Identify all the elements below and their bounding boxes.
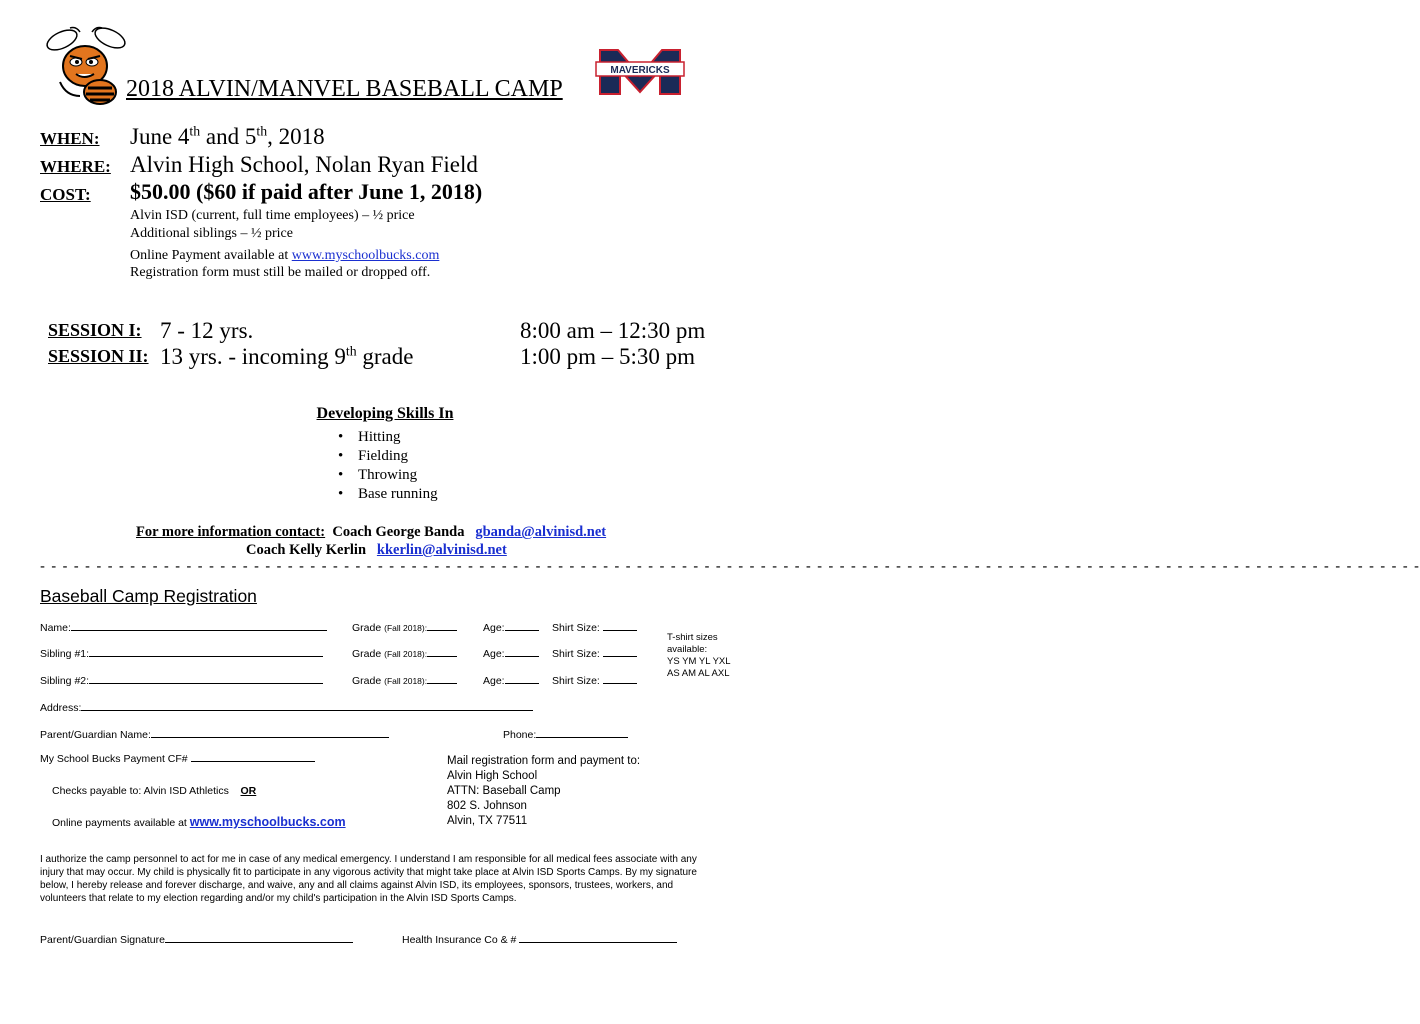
parent-name-field[interactable]: Parent/Guardian Name: [40,727,389,741]
online-payments-text: Online payments available at www.myschoolbucks.com [52,815,346,829]
when-value: June 4th and 5th, 2018 [130,123,325,149]
mavericks-logo [596,46,684,98]
coach-1-name: Coach George Banda [332,524,465,540]
age-field[interactable]: Age: [483,620,539,634]
yellowjacket-logo [40,26,130,108]
mail-note: Registration form must still be mailed or dropped off. [130,265,431,280]
cost-label: COST: [40,185,91,204]
list-item: • Fielding [338,448,409,464]
coach-2-name: Coach Kelly Kerlin [246,542,367,558]
grade-field[interactable]: Grade (Fall 2018): [352,620,457,634]
session-1-ages: 7 - 12 yrs. [160,318,254,343]
session-1-label: SESSION I: [48,320,142,340]
checks-payable-text: Checks payable to: Alvin ISD Athletics OR [52,785,257,797]
list-item: • Base running [338,486,438,502]
sibling-1-grade-field[interactable]: Grade (Fall 2018): [352,646,457,660]
online-payment-note: Online Payment available at www.myschoolbucks.com [130,248,440,263]
session-2-label: SESSION II: [48,346,149,366]
phone-field[interactable]: Phone: [503,727,628,741]
sibling-1-field[interactable]: Sibling #1: [40,646,323,660]
myschoolbucks-link[interactable]: www.myschoolbucks.com [291,248,440,263]
skills-title: Developing Skills In [316,405,454,422]
where-value: Alvin High School, Nolan Ryan Field [130,152,478,177]
page-title: 2018 ALVIN/MANVEL BASEBALL CAMP [126,76,563,102]
list-item: • Hitting [338,429,401,445]
sibling-2-age-field[interactable]: Age: [483,673,539,687]
session-1-time: 8:00 am – 12:30 pm [520,318,706,343]
address-field[interactable]: Address: [40,700,533,714]
or-label: OR [240,785,257,797]
coach-1-email-link[interactable]: gbanda@alvinisd.net [475,524,607,540]
coach-2-email-link[interactable]: kkerlin@alvinisd.net [376,542,507,558]
payment-cf-field[interactable]: My School Bucks Payment CF# [40,751,315,765]
sibling-1-age-field[interactable]: Age: [483,646,539,660]
myschoolbucks-link-2[interactable]: www.myschoolbucks.com [189,815,346,829]
when-label: WHEN: [40,129,100,148]
tshirt-sizes-note: T-shirt sizes available: YS YM YL YXL AS AM AL AXL [667,632,731,679]
contact-line-1 [136,524,606,541]
insurance-field[interactable]: Health Insurance Co & # [402,932,677,946]
session-2-time: 1:00 pm – 5:30 pm [520,344,696,369]
sibling-1-shirt-field[interactable]: Shirt Size: [552,646,637,660]
sibling-2-shirt-field[interactable]: Shirt Size: [552,673,637,687]
shirt-size-field[interactable]: Shirt Size: [552,620,637,634]
contact-label: For more information contact: [136,524,326,540]
mail-address-block: Mail registration form and payment to: Alvin High School ATTN: Baseball Camp 802 S. Johnson Alvin, TX 77511 [447,755,641,827]
contact-line-2 [246,542,507,559]
cut-line-divider: - - - - - - - - - - - - - - - - - - - - - - - - - - - - - - - - - - - - - - - - - - - - - - - - - - - - - - - - - - - - - - - - - - - - - - - - - - - - - - - - - - - - - - - - - - - - - - - - - - - - - - - - - - - - - - - - - - - - - - - - - - - [40,558,1420,575]
sibling-2-grade-field[interactable]: Grade (Fall 2018): [352,673,457,687]
sibling-2-field[interactable]: Sibling #2: [40,673,323,687]
authorization-text: I authorize the camp personnel to act for me in case of any medical emergency. I understand I am responsible for all medical fees associate with any injury that may occur. My child is physically fit to participate in any vigorous activity that might take place at Alvin ISD Sports Camps. By my signature below, I hereby release and forever discharge, and waive, any and all claims against Alvin ISD, its employees, sponsors, trustees, workers, and volunteers that relate to my election regarding and/or my child's participation in the Alvin ISD Sports Camps. [40,854,697,904]
mavericks-logo-text: MAVERICKS [610,65,670,76]
session-2-ages: 13 yrs. - incoming 9th grade [160,343,414,369]
skills-list [338,428,438,504]
where-label: WHERE: [40,157,111,176]
discount-note-employees: Alvin ISD (current, full time employees) – ½ price [130,208,415,223]
name-field[interactable]: Name: [40,620,327,634]
registration-title: Baseball Camp Registration [40,586,257,606]
list-item: • Throwing [338,467,418,483]
cost-value: $50.00 ($60 if paid after June 1, 2018) [130,179,483,204]
signature-field[interactable]: Parent/Guardian Signature [40,932,353,946]
discount-note-siblings: Additional siblings – ½ price [130,226,293,241]
